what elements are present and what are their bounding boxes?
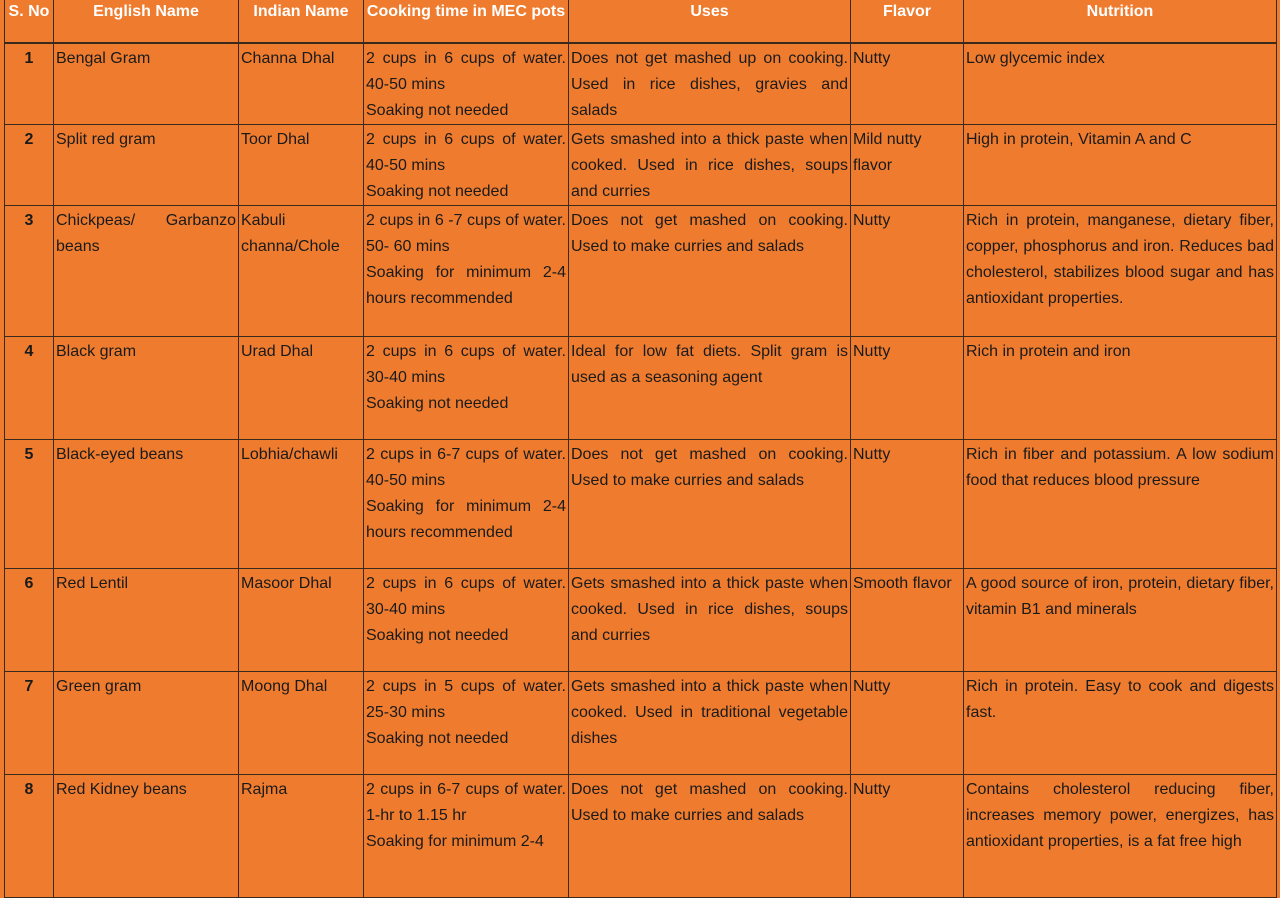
cell-english-name: Red Lentil — [54, 569, 239, 672]
cell-uses: Does not get mashed on cooking. Used to make curries and salads — [569, 775, 851, 898]
cell-sno: 7 — [5, 672, 54, 775]
cell-flavor: Mild nutty flavor — [851, 125, 964, 206]
cooking-soak-text: Soaking for minimum 2-4 hours recommended — [366, 498, 566, 541]
header-indian-name: Indian Name — [239, 0, 364, 43]
cell-flavor: Nutty — [851, 775, 964, 898]
cooking-main-text: 2 cups in 6 cups of water. 30-40 mins — [366, 575, 566, 618]
cell-uses: Gets smashed into a thick paste when cooked. Used in traditional vegetable dishes — [569, 672, 851, 775]
cell-uses: Gets smashed into a thick paste when cooked. Used in rice dishes, soups and curries — [569, 125, 851, 206]
cell-cooking-time — [364, 43, 569, 125]
table-header — [5, 0, 1277, 43]
cell-cooking-time — [364, 206, 569, 337]
cell-english-name: Split red gram — [54, 125, 239, 206]
cooking-main-text: 2 cups in 6-7 cups of water. 1-hr to 1.15 hr — [366, 781, 566, 824]
cell-cooking-time — [364, 337, 569, 440]
cell-nutrition: Rich in fiber and potassium. A low sodium food that reduces blood pressure — [964, 440, 1277, 569]
cell-cooking-time — [364, 125, 569, 206]
cell-nutrition: High in protein, Vitamin A and C — [964, 125, 1277, 206]
cooking-main-text: 2 cups in 6 cups of water. 40-50 mins — [366, 131, 566, 174]
cell-indian-name: Moong Dhal — [239, 672, 364, 775]
cell-sno: 2 — [5, 125, 54, 206]
table-row — [5, 337, 1277, 440]
cooking-main-text: 2 cups in 6-7 cups of water. 40-50 mins — [366, 446, 566, 489]
table-row — [5, 672, 1277, 775]
header-uses: Uses — [569, 0, 851, 43]
table-body — [5, 43, 1277, 898]
cell-sno: 1 — [5, 43, 54, 125]
cell-english-name: Green gram — [54, 672, 239, 775]
cell-flavor: Nutty — [851, 337, 964, 440]
cell-indian-name: Urad Dhal — [239, 337, 364, 440]
cooking-soak-text: Soaking not needed — [366, 183, 509, 200]
cell-uses: Does not get mashed up on cooking. Used in rice dishes, gravies and salads — [569, 43, 851, 125]
cell-sno: 8 — [5, 775, 54, 898]
header-cooking-time: Cooking time in MEC pots — [364, 0, 569, 43]
table-row — [5, 43, 1277, 125]
table-row — [5, 569, 1277, 672]
cell-indian-name: Toor Dhal — [239, 125, 364, 206]
cell-flavor: Nutty — [851, 672, 964, 775]
cell-nutrition: Rich in protein, manganese, dietary fiber, copper, phosphorus and iron. Reduces bad cholesterol, stabilizes blood sugar and has antioxidant properties. — [964, 206, 1277, 337]
cell-flavor: Nutty — [851, 206, 964, 337]
cell-english-name: Black-eyed beans — [54, 440, 239, 569]
cell-uses: Ideal for low fat diets. Split gram is used as a seasoning agent — [569, 337, 851, 440]
cell-cooking-time — [364, 775, 569, 898]
cooking-main-text: 2 cups in 6 cups of water. 40-50 mins — [366, 50, 566, 93]
cell-sno: 5 — [5, 440, 54, 569]
cell-nutrition: Contains cholesterol reducing fiber, increases memory power, energizes, has antioxidant properties, is a fat free high — [964, 775, 1277, 898]
header-row — [5, 0, 1277, 43]
cell-nutrition: Rich in protein. Easy to cook and digests fast. — [964, 672, 1277, 775]
cell-nutrition: Low glycemic index — [964, 43, 1277, 125]
cell-english-name: Black gram — [54, 337, 239, 440]
cell-uses: Does not get mashed on cooking. Used to make curries and salads — [569, 440, 851, 569]
table-row — [5, 125, 1277, 206]
header-english-name: English Name — [54, 0, 239, 43]
cooking-soak-text: Soaking not needed — [366, 102, 509, 119]
cell-nutrition: Rich in protein and iron — [964, 337, 1277, 440]
cell-indian-name: Lobhia/chawli — [239, 440, 364, 569]
cell-indian-name: Kabuli channa/Chole — [239, 206, 364, 337]
cell-uses: Gets smashed into a thick paste when cooked. Used in rice dishes, soups and curries — [569, 569, 851, 672]
cell-cooking-time — [364, 672, 569, 775]
table-row — [5, 775, 1277, 898]
cell-sno: 6 — [5, 569, 54, 672]
cooking-soak-text: Soaking not needed — [366, 730, 509, 747]
header-flavor: Flavor — [851, 0, 964, 43]
cooking-soak-text: Soaking not needed — [366, 395, 509, 412]
cell-indian-name: Masoor Dhal — [239, 569, 364, 672]
cell-cooking-time — [364, 440, 569, 569]
cell-sno: 3 — [5, 206, 54, 337]
table-row — [5, 206, 1277, 337]
cooking-soak-text: Soaking not needed — [366, 627, 509, 644]
cell-flavor: Nutty — [851, 43, 964, 125]
header-sno: S. No — [5, 0, 54, 43]
cooking-main-text: 2 cups in 5 cups of water. 25-30 mins — [366, 678, 566, 721]
header-nutrition: Nutrition — [964, 0, 1277, 43]
cell-uses: Does not get mashed on cooking. Used to make curries and salads — [569, 206, 851, 337]
cell-english-name: Bengal Gram — [54, 43, 239, 125]
cell-indian-name: Channa Dhal — [239, 43, 364, 125]
cooking-main-text: 2 cups in 6 cups of water. 30-40 mins — [366, 343, 566, 386]
cell-sno: 4 — [5, 337, 54, 440]
cell-cooking-time — [364, 569, 569, 672]
table-row — [5, 440, 1277, 569]
cell-nutrition: A good source of iron, protein, dietary fiber, vitamin B1 and minerals — [964, 569, 1277, 672]
cooking-main-text: 2 cups in 6 -7 cups of water. 50- 60 mins — [366, 212, 566, 255]
cell-flavor: Nutty — [851, 440, 964, 569]
cell-english-name: Red Kidney beans — [54, 775, 239, 898]
cooking-soak-text: Soaking for minimum 2-4 — [366, 833, 544, 850]
cell-flavor: Smooth flavor — [851, 569, 964, 672]
pulses-table — [4, 0, 1277, 898]
cell-english-name: Chickpeas/ Garbanzo beans — [54, 206, 239, 337]
cooking-soak-text: Soaking for minimum 2-4 hours recommended — [366, 264, 566, 307]
cell-indian-name: Rajma — [239, 775, 364, 898]
